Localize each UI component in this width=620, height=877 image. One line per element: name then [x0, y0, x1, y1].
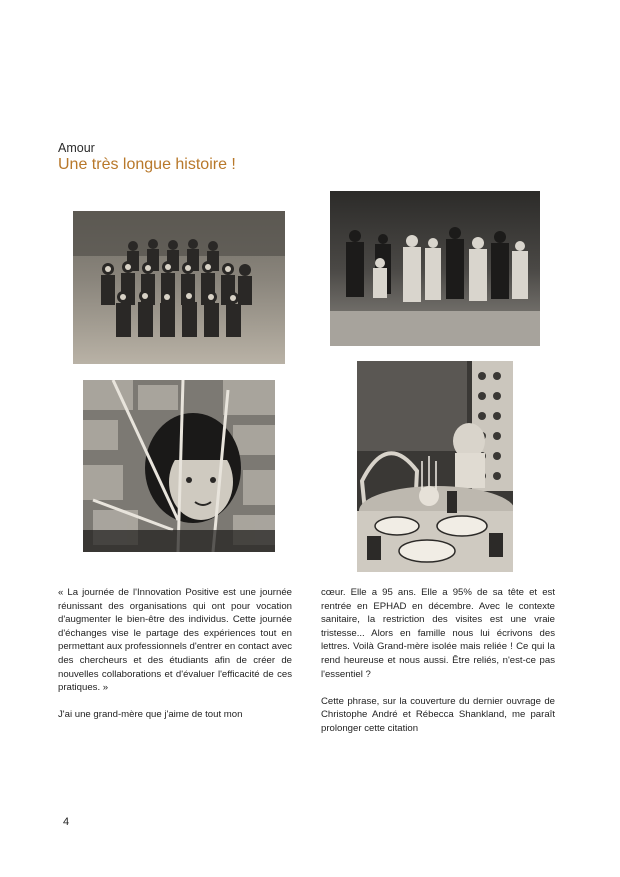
article-title: Une très longue histoire !	[58, 156, 236, 173]
paragraph-grandmother-story: cœur. Elle a 95 ans. Elle a 95% de sa tête et est rentrée en EPHAD en décembre. Avec le contexte sanitaire, la restriction des visites est une vraie tristesse... Alors en famille nous lui écrivons des lettres. Voilà Grand-mère isolée mais reliée ! Ce qui la rend heureuse et nous aussi. Être reliés, n'est-ce pas l'essentiel ?	[321, 587, 555, 680]
page-number: 4	[63, 816, 70, 828]
section-kicker: Amour	[58, 141, 95, 155]
child-with-plant-photo-image	[83, 380, 275, 552]
child-at-table-photo-image	[357, 361, 513, 572]
child-with-plant-photo	[83, 380, 275, 552]
family-group-photo	[330, 191, 540, 346]
paragraph-book-citation: Cette phrase, sur la couverture du dernier ouvrage de Christophe André et Rébecca Shankland, me paraît prolonger cette citation	[321, 695, 555, 734]
paragraph-quote: « La journée de l'Innovation Positive est une journée réunissant des organisations qui ont pour vocation d'augmenter le bien-être des individus. Cette journée d'échanges vise le partage des expériences tout en permettant aux professionnels d'entrer en contact avec des chercheurs et des étudiants afin de créer de nouvelles collaborations et d'évaluer l'efficacité de ces pratiques. »	[58, 587, 292, 694]
class-group-photo-image	[73, 211, 285, 364]
child-at-table-photo	[357, 361, 513, 572]
class-group-photo	[73, 211, 285, 364]
text-column-right	[321, 586, 555, 749]
text-column-left	[58, 586, 292, 736]
family-group-photo-image	[330, 191, 540, 346]
paragraph-grandmother-intro: J'ai une grand-mère que j'aime de tout mon	[58, 709, 243, 721]
